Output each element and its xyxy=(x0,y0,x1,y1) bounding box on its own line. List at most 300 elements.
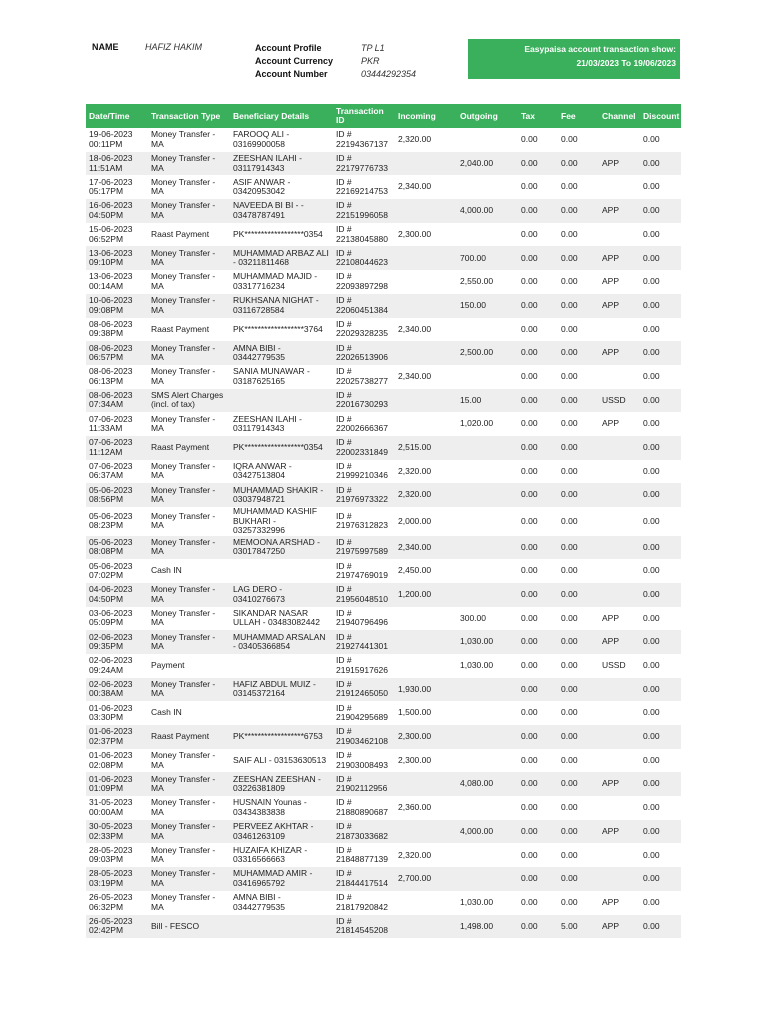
cell-incoming xyxy=(395,412,457,436)
cell-date: 18-06-2023 11:51AM xyxy=(86,152,148,176)
cell-date: 28-05-2023 03:19PM xyxy=(86,867,148,891)
cell-date: 02-06-2023 09:24AM xyxy=(89,655,133,675)
cell-beneficiary: ASIF ANWAR - 03420953042 xyxy=(233,176,291,197)
table-row xyxy=(86,654,681,678)
cell-channel: APP xyxy=(602,896,620,907)
table-row xyxy=(86,199,681,223)
table-row xyxy=(86,559,681,583)
cell-type: Bill - FESCO xyxy=(148,915,230,939)
cell-tax: 0.00 xyxy=(518,678,558,702)
cell-outgoing: 1,030.00 xyxy=(457,630,518,654)
statement-title: Easypaisa account transaction show: xyxy=(524,44,676,54)
cell-type: Payment xyxy=(151,660,185,671)
cell-outgoing: 1,030.00 xyxy=(460,896,494,907)
cell-beneficiary: FAROOQ ALI - 03169900058 xyxy=(233,129,290,149)
statement-period-box xyxy=(468,39,680,79)
cell-beneficiary xyxy=(230,559,333,583)
cell-discount: 0.00 xyxy=(643,418,660,429)
col-header-date: Date/Time xyxy=(86,104,148,128)
cell-date: 03-06-2023 05:09PM xyxy=(89,607,133,628)
table-row xyxy=(86,843,681,867)
cell-channel: APP xyxy=(599,630,640,654)
cell-beneficiary: ZEESHAN ZEESHAN - 03226381809 xyxy=(230,772,333,796)
cell-outgoing: 15.00 xyxy=(457,389,518,413)
cell-discount: 0.00 xyxy=(643,849,660,860)
cell-type: Money Transfer - MA xyxy=(151,413,216,434)
table-row xyxy=(86,867,681,891)
cell-beneficiary: PK******************6753 xyxy=(230,725,333,749)
transactions-body xyxy=(86,128,681,938)
cell-channel xyxy=(599,843,640,867)
cell-date: 15-06-2023 06:52PM xyxy=(89,224,133,244)
cell-tax: 0.00 xyxy=(518,536,558,560)
cell-tax: 0.00 xyxy=(521,181,538,192)
cell-type: Money Transfer - MA xyxy=(148,199,230,223)
table-row xyxy=(86,175,681,199)
cell-fee: 0.00 xyxy=(561,802,578,813)
cell-channel xyxy=(599,365,640,389)
cell-txid: ID # 22093897298 xyxy=(336,271,389,291)
cell-outgoing xyxy=(457,678,518,702)
cell-discount: 0.00 xyxy=(640,341,681,365)
cell-type: Raast Payment xyxy=(151,228,210,239)
cell-tax: 0.00 xyxy=(521,228,538,239)
cell-tax: 0.00 xyxy=(518,341,558,365)
cell-incoming xyxy=(395,199,457,223)
cell-fee: 0.00 xyxy=(561,323,578,334)
cell-date: 13-06-2023 09:10PM xyxy=(86,246,148,270)
cell-tax: 0.00 xyxy=(521,849,538,860)
cell-fee: 5.00 xyxy=(558,915,599,939)
cell-tax: 0.00 xyxy=(518,867,558,891)
cell-discount: 0.00 xyxy=(640,867,681,891)
cell-fee: 0.00 xyxy=(561,276,578,287)
table-row xyxy=(86,436,681,460)
cell-txid: ID # 21904295689 xyxy=(336,702,389,723)
cell-date: 05-06-2023 08:23PM xyxy=(89,510,133,531)
cell-date: 02-06-2023 00:38AM xyxy=(86,678,148,702)
cell-type: Raast Payment xyxy=(151,323,210,334)
cell-discount: 0.00 xyxy=(643,323,660,334)
cell-discount: 0.00 xyxy=(640,915,681,939)
cell-beneficiary: SAIF ALI - 03153630513 xyxy=(233,754,327,765)
cell-type: Raast Payment xyxy=(148,436,230,460)
cell-outgoing: 1,020.00 xyxy=(460,418,494,429)
cell-txid: ID # 21848877139 xyxy=(336,844,389,865)
cell-beneficiary: MUHAMMAD SHAKIR - 03037948721 xyxy=(230,483,333,507)
cell-date: 05-06-2023 08:56PM xyxy=(86,483,148,507)
cell-discount: 0.00 xyxy=(643,465,660,476)
cell-txid: ID # 22026513906 xyxy=(333,341,395,365)
cell-fee: 0.00 xyxy=(558,483,599,507)
cell-date: 01-06-2023 03:30PM xyxy=(89,702,133,723)
cell-beneficiary: MEMOONA ARSHAD - 03017847250 xyxy=(230,536,333,560)
cell-txid: ID # 21912465050 xyxy=(333,678,395,702)
cell-discount: 0.00 xyxy=(643,660,660,671)
cell-type: Money Transfer - MA xyxy=(151,176,216,197)
cell-date: 17-06-2023 05:17PM xyxy=(89,176,133,197)
cell-date: 08-06-2023 06:57PM xyxy=(86,341,148,365)
cell-txid: ID # 21956048510 xyxy=(333,583,395,607)
cell-outgoing xyxy=(457,843,518,867)
cell-beneficiary xyxy=(230,654,333,678)
account-number-value: 03444292354 xyxy=(361,69,417,79)
cell-incoming: 2,340.00 xyxy=(395,536,457,560)
cell-txid: ID # 21903008493 xyxy=(336,750,389,770)
cell-date: 26-05-2023 02:42PM xyxy=(86,915,148,939)
cell-tax: 0.00 xyxy=(521,754,538,765)
cell-incoming: 2,300.00 xyxy=(398,228,432,239)
cell-fee: 0.00 xyxy=(558,867,599,891)
table-row xyxy=(86,152,681,176)
cell-outgoing: 700.00 xyxy=(457,246,518,270)
cell-type: Money Transfer - MA xyxy=(148,152,230,176)
cell-channel xyxy=(599,749,640,773)
cell-txid: ID # 21975997589 xyxy=(333,536,395,560)
cell-tax: 0.00 xyxy=(518,152,558,176)
cell-fee: 0.00 xyxy=(558,246,599,270)
table-row xyxy=(86,678,681,702)
cell-txid: ID # 22194367137 xyxy=(336,129,389,149)
cell-discount: 0.00 xyxy=(640,246,681,270)
cell-txid: ID # 22138045880 xyxy=(336,224,389,244)
cell-beneficiary: PK******************0354 xyxy=(230,436,333,460)
cell-incoming: 2,300.00 xyxy=(395,725,457,749)
name-value: HAFIZ HAKIM xyxy=(145,42,203,52)
account-profile-value: TP L1 xyxy=(361,43,385,53)
cell-tax: 0.00 xyxy=(521,370,538,381)
cell-type: Raast Payment xyxy=(148,725,230,749)
cell-tax: 0.00 xyxy=(518,294,558,318)
cell-beneficiary: MUHAMMAD ARBAZ ALI - 03211811468 xyxy=(230,246,333,270)
cell-txid: ID # 22108044623 xyxy=(333,246,395,270)
cell-channel xyxy=(599,867,640,891)
cell-beneficiary: MUHAMMAD AMIR - 03416965792 xyxy=(230,867,333,891)
cell-txid: ID # 22025738277 xyxy=(336,366,389,386)
cell-type: Cash IN xyxy=(151,707,182,718)
cell-tax: 0.00 xyxy=(518,246,558,270)
cell-tax: 0.00 xyxy=(518,389,558,413)
cell-discount: 0.00 xyxy=(640,820,681,844)
cell-beneficiary: MUHAMMAD MAJID - 03317716234 xyxy=(233,271,318,291)
cell-incoming: 2,000.00 xyxy=(398,515,432,526)
cell-date: 28-05-2023 09:03PM xyxy=(89,844,133,865)
cell-outgoing: 4,000.00 xyxy=(457,820,518,844)
cell-date: 26-05-2023 06:32PM xyxy=(89,892,133,912)
cell-outgoing xyxy=(457,507,518,536)
cell-channel xyxy=(599,223,640,247)
cell-type: Money Transfer - MA xyxy=(151,460,216,481)
cell-txid: ID # 21940796496 xyxy=(336,607,389,628)
cell-date: 30-05-2023 02:33PM xyxy=(86,820,148,844)
cell-discount: 0.00 xyxy=(643,181,660,192)
cell-beneficiary: ZEESHAN ILAHI - 03117914343 xyxy=(233,413,302,434)
cell-discount: 0.00 xyxy=(643,707,660,718)
cell-incoming: 1,200.00 xyxy=(395,583,457,607)
cell-txid: ID # 21844417514 xyxy=(333,867,395,891)
cell-channel: USSD xyxy=(599,389,640,413)
cell-tax: 0.00 xyxy=(518,630,558,654)
cell-outgoing: 2,500.00 xyxy=(457,341,518,365)
cell-fee: 0.00 xyxy=(558,389,599,413)
table-row xyxy=(86,820,681,844)
cell-channel: APP xyxy=(599,772,640,796)
cell-incoming xyxy=(395,341,457,365)
cell-type: Cash IN xyxy=(151,565,182,576)
table-row xyxy=(86,536,681,560)
cell-channel: APP xyxy=(599,246,640,270)
cell-txid: ID # 21976973322 xyxy=(333,483,395,507)
cell-channel: APP xyxy=(599,915,640,939)
cell-incoming: 2,300.00 xyxy=(398,754,432,765)
cell-type: SMS Alert Charges (incl. of tax) xyxy=(148,389,230,413)
cell-incoming xyxy=(395,915,457,939)
cell-incoming: 2,320.00 xyxy=(398,134,432,145)
cell-outgoing xyxy=(457,749,518,773)
cell-discount: 0.00 xyxy=(640,630,681,654)
table-row xyxy=(86,365,681,389)
cell-beneficiary: PK******************0354 xyxy=(233,228,323,239)
cell-outgoing: 300.00 xyxy=(460,612,486,623)
cell-fee: 0.00 xyxy=(561,465,578,476)
cell-fee: 0.00 xyxy=(561,754,578,765)
cell-outgoing xyxy=(457,796,518,820)
cell-tax: 0.00 xyxy=(518,772,558,796)
cell-beneficiary xyxy=(230,389,333,413)
cell-channel: APP xyxy=(602,418,620,429)
cell-date: 07-06-2023 11:33AM xyxy=(89,413,133,434)
cell-channel xyxy=(599,460,640,484)
cell-beneficiary: HUSNAIN Younas - 03434383838 xyxy=(233,797,307,817)
cell-type: Money Transfer - MA xyxy=(148,820,230,844)
cell-fee: 0.00 xyxy=(561,612,578,623)
cell-channel xyxy=(599,507,640,536)
cell-incoming: 2,700.00 xyxy=(395,867,457,891)
cell-channel xyxy=(599,725,640,749)
cell-outgoing xyxy=(457,583,518,607)
cell-tax: 0.00 xyxy=(521,802,538,813)
cell-type: Money Transfer - MA xyxy=(148,341,230,365)
cell-date: 07-06-2023 06:37AM xyxy=(89,460,133,481)
cell-txid: ID # 22029328235 xyxy=(336,318,389,339)
account-currency-row xyxy=(255,55,455,68)
cell-beneficiary: PK******************3764 xyxy=(233,323,323,334)
table-row xyxy=(86,412,681,436)
cell-discount: 0.00 xyxy=(643,754,660,765)
cell-tax: 0.00 xyxy=(521,565,538,576)
name-label: NAME xyxy=(92,42,119,52)
cell-discount: 0.00 xyxy=(640,483,681,507)
cell-tax: 0.00 xyxy=(521,134,538,145)
cell-type: Money Transfer - MA xyxy=(151,129,216,149)
table-row xyxy=(86,749,681,773)
cell-date: 07-06-2023 11:12AM xyxy=(86,436,148,460)
cell-channel: APP xyxy=(599,294,640,318)
table-row xyxy=(86,460,681,484)
cell-fee: 0.00 xyxy=(558,583,599,607)
cell-channel xyxy=(599,678,640,702)
cell-outgoing: 1,498.00 xyxy=(457,915,518,939)
cell-outgoing xyxy=(457,128,518,152)
cell-incoming: 2,340.00 xyxy=(398,323,432,334)
cell-fee: 0.00 xyxy=(561,849,578,860)
cell-discount: 0.00 xyxy=(643,276,660,287)
cell-outgoing xyxy=(457,867,518,891)
cell-type: Money Transfer - MA xyxy=(151,510,216,531)
cell-incoming xyxy=(395,630,457,654)
cell-beneficiary: MUHAMMAD ARSALAN - 03405366854 xyxy=(230,630,333,654)
account-number-row xyxy=(255,68,455,81)
cell-txid: ID # 21999210346 xyxy=(336,460,389,481)
cell-incoming xyxy=(395,152,457,176)
cell-date: 01-06-2023 02:37PM xyxy=(86,725,148,749)
cell-discount: 0.00 xyxy=(640,436,681,460)
cell-txid: ID # 21903462108 xyxy=(333,725,395,749)
cell-date: 31-05-2023 00:00AM xyxy=(89,797,133,817)
cell-type: Money Transfer - MA xyxy=(151,750,216,770)
cell-date: 01-06-2023 02:08PM xyxy=(89,750,133,770)
account-info-block xyxy=(255,42,455,81)
cell-outgoing xyxy=(457,701,518,725)
cell-date: 01-06-2023 01:09PM xyxy=(86,772,148,796)
cell-type: Money Transfer - MA xyxy=(148,678,230,702)
cell-channel: USSD xyxy=(602,660,626,671)
account-currency-value: PKR xyxy=(361,56,380,66)
cell-beneficiary: HAFIZ ABDUL MUIZ - 03145372164 xyxy=(230,678,333,702)
cell-outgoing xyxy=(457,175,518,199)
cell-incoming xyxy=(395,891,457,915)
cell-outgoing: 4,080.00 xyxy=(457,772,518,796)
cell-incoming: 2,360.00 xyxy=(398,802,432,813)
table-row xyxy=(86,389,681,413)
cell-outgoing xyxy=(457,725,518,749)
cell-txid: ID # 21814545208 xyxy=(333,915,395,939)
table-row xyxy=(86,915,681,939)
cell-incoming xyxy=(395,820,457,844)
cell-outgoing xyxy=(457,436,518,460)
table-row xyxy=(86,341,681,365)
cell-discount: 0.00 xyxy=(640,536,681,560)
table-row xyxy=(86,583,681,607)
cell-channel: APP xyxy=(599,199,640,223)
cell-tax: 0.00 xyxy=(518,820,558,844)
cell-tax: 0.00 xyxy=(518,199,558,223)
cell-txid: ID # 21817920842 xyxy=(336,892,389,912)
cell-beneficiary: MUHAMMAD KASHIF BUKHARI - 03257332996 xyxy=(233,507,318,535)
cell-beneficiary: SIKANDAR NASAR ULLAH - 03483082442 xyxy=(233,607,320,628)
account-currency-label: Account Currency xyxy=(255,56,334,66)
cell-discount: 0.00 xyxy=(643,896,660,907)
cell-tax: 0.00 xyxy=(521,323,538,334)
cell-incoming: 2,340.00 xyxy=(398,370,432,381)
cell-incoming xyxy=(395,772,457,796)
table-row xyxy=(86,483,681,507)
cell-txid: ID # 22016730293 xyxy=(333,389,395,413)
cell-type: Money Transfer - MA xyxy=(148,246,230,270)
cell-tax: 0.00 xyxy=(521,418,538,429)
cell-fee: 0.00 xyxy=(558,678,599,702)
cell-incoming: 2,320.00 xyxy=(398,849,432,860)
col-header-tax: Tax xyxy=(518,104,558,128)
table-row xyxy=(86,507,681,536)
cell-txid: ID # 22179776733 xyxy=(333,152,395,176)
cell-beneficiary: SANIA MUNAWAR - 03187625165 xyxy=(233,366,310,386)
cell-incoming: 2,320.00 xyxy=(395,483,457,507)
table-row xyxy=(86,318,681,342)
table-row xyxy=(86,128,681,152)
cell-beneficiary xyxy=(230,915,333,939)
cell-channel: APP xyxy=(599,152,640,176)
cell-beneficiary xyxy=(230,701,333,725)
table-row xyxy=(86,246,681,270)
cell-fee: 0.00 xyxy=(561,707,578,718)
cell-channel xyxy=(599,436,640,460)
cell-outgoing: 1,030.00 xyxy=(460,660,494,671)
cell-discount: 0.00 xyxy=(640,199,681,223)
cell-txid: ID # 21880890687 xyxy=(336,797,389,817)
cell-incoming xyxy=(395,294,457,318)
cell-date: 05-06-2023 07:02PM xyxy=(89,560,133,581)
cell-type: Money Transfer - MA xyxy=(148,294,230,318)
cell-channel xyxy=(599,175,640,199)
cell-incoming: 2,340.00 xyxy=(398,181,432,192)
cell-discount: 0.00 xyxy=(643,228,660,239)
cell-txid: ID # 22002331849 xyxy=(333,436,395,460)
cell-date: 19-06-2023 00:11PM xyxy=(89,129,133,149)
cell-outgoing xyxy=(457,365,518,389)
cell-fee: 0.00 xyxy=(561,515,578,526)
cell-tax: 0.00 xyxy=(521,276,538,287)
cell-fee: 0.00 xyxy=(561,896,578,907)
statement-period: 21/03/2023 To 19/06/2023 xyxy=(576,58,676,68)
table-row xyxy=(86,772,681,796)
cell-discount: 0.00 xyxy=(643,134,660,145)
cell-tax: 0.00 xyxy=(521,896,538,907)
cell-discount: 0.00 xyxy=(643,612,660,623)
cell-discount: 0.00 xyxy=(643,370,660,381)
cell-outgoing: 2,550.00 xyxy=(460,276,494,287)
cell-outgoing: 150.00 xyxy=(457,294,518,318)
cell-discount: 0.00 xyxy=(640,152,681,176)
table-row xyxy=(86,701,681,725)
cell-channel xyxy=(599,536,640,560)
cell-beneficiary: AMNA BIBI - 03442779535 xyxy=(230,341,333,365)
cell-fee: 0.00 xyxy=(558,772,599,796)
cell-tax: 0.00 xyxy=(518,483,558,507)
table-row xyxy=(86,607,681,631)
col-header-txid: Transaction ID xyxy=(333,104,395,128)
cell-type: Money Transfer - MA xyxy=(151,271,216,291)
cell-date: 02-06-2023 09:35PM xyxy=(86,630,148,654)
cell-discount: 0.00 xyxy=(640,583,681,607)
cell-txid: ID # 22151996058 xyxy=(333,199,395,223)
cell-date: 08-06-2023 07:34AM xyxy=(86,389,148,413)
cell-channel: APP xyxy=(599,341,640,365)
account-profile-row xyxy=(255,42,455,55)
cell-date: 08-06-2023 06:13PM xyxy=(89,366,133,386)
cell-date: 08-06-2023 09:38PM xyxy=(89,318,133,339)
cell-channel xyxy=(599,701,640,725)
account-profile-label: Account Profile xyxy=(255,43,322,53)
cell-incoming xyxy=(395,389,457,413)
cell-fee: 0.00 xyxy=(561,370,578,381)
cell-fee: 0.00 xyxy=(558,199,599,223)
col-header-fee: Fee xyxy=(558,104,599,128)
cell-fee: 0.00 xyxy=(558,536,599,560)
cell-type: Money Transfer - MA xyxy=(151,607,216,628)
table-row xyxy=(86,223,681,247)
cell-date: 05-06-2023 08:08PM xyxy=(86,536,148,560)
